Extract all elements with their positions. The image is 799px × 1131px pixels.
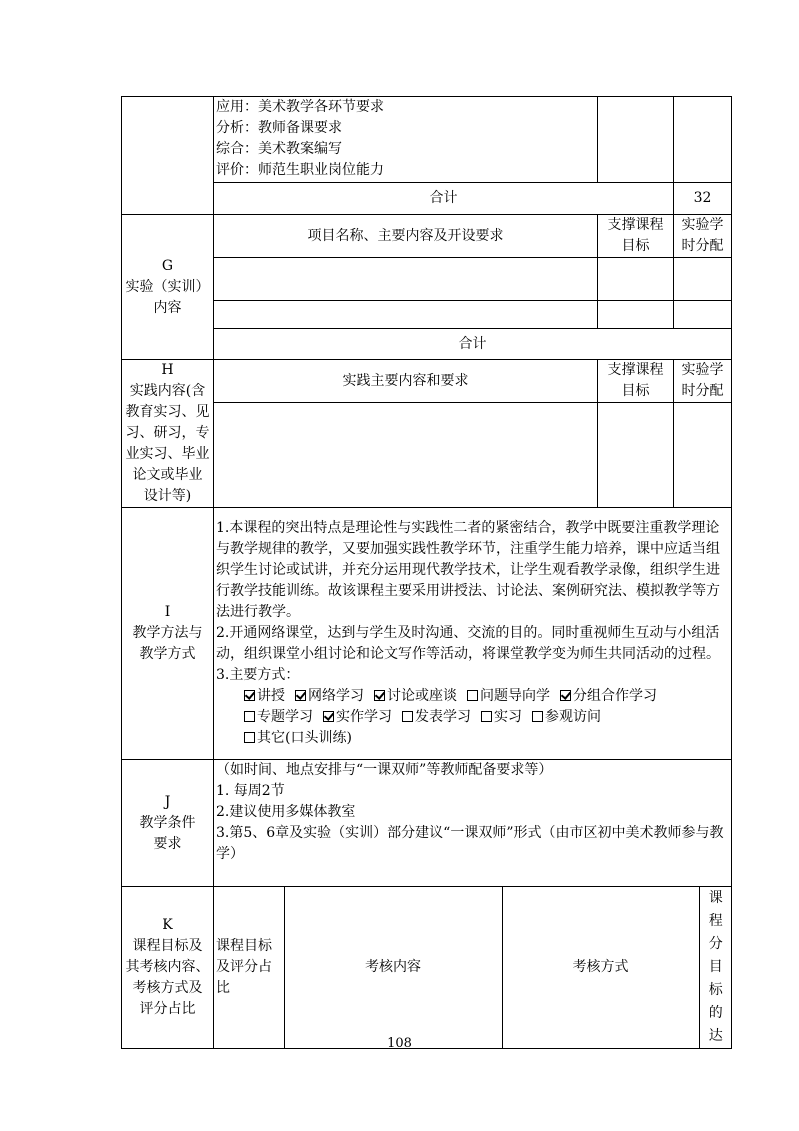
- section-h-empty-cell: [598, 403, 674, 508]
- assessment-col-method: 考核方式: [502, 887, 699, 1048]
- checkbox-checked-icon: [295, 690, 306, 701]
- section-k-label: K 课程目标及 其考核内容、 考核方式及 评分占比: [122, 887, 214, 1049]
- method-checkbox-topic[interactable]: 专题学习: [244, 707, 313, 728]
- assessment-header-table: [214, 887, 732, 1048]
- section-j-content: [214, 760, 732, 887]
- page-number: 108: [387, 1036, 412, 1051]
- section-h-header-hours: 实验学 时分配: [674, 360, 732, 403]
- objective-line: 应用：美术教学各环节要求: [216, 99, 384, 115]
- method-paragraph: 2.开通网络课堂，达到与学生及时沟通、交流的目的。同时重视师生互动与小组活动，组织课堂小组讨论和论文写作等活动，将课堂教学变为师生共同活动的过程。: [216, 625, 720, 662]
- checkbox-checked-icon: [323, 711, 334, 722]
- section-g-header-support: 支撑课程 目标: [598, 215, 674, 258]
- method-checkbox-other[interactable]: 其它(口头训练): [244, 728, 352, 749]
- objective-line: 综合：美术教案编写: [216, 141, 342, 157]
- assessment-col-achievement: 课程分目标的达: [699, 887, 732, 1048]
- checkbox-empty-icon: [532, 711, 543, 722]
- checkbox-empty-icon: [467, 690, 478, 701]
- checkbox-checked-icon: [560, 690, 571, 701]
- methods-title: 3.主要方式：: [216, 667, 300, 683]
- section-g-empty-cell: [598, 258, 674, 301]
- method-checkbox-online[interactable]: 网络学习: [295, 686, 364, 707]
- method-checkbox-practice[interactable]: 实作学习: [323, 707, 392, 728]
- objective-line: 分析：教师备课要求: [216, 120, 342, 136]
- section-g-label: G 实验（实训） 内容: [122, 215, 214, 360]
- section-h-empty-cell: [214, 403, 598, 508]
- checkbox-checked-icon: [374, 690, 385, 701]
- section-i-content: [214, 508, 732, 760]
- top-total-label: 合计: [214, 183, 674, 215]
- objective-line: 评价：师范生职业岗位能力: [216, 162, 384, 178]
- method-checkbox-visit[interactable]: 参观访问: [532, 707, 601, 728]
- method-checkbox-presentation[interactable]: 发表学习: [402, 707, 471, 728]
- method-checkbox-problem[interactable]: 问题导向学: [467, 686, 550, 707]
- method-checkbox-group[interactable]: 分组合作学习: [560, 686, 657, 707]
- section-g-header-hours: 实验学 时分配: [674, 215, 732, 258]
- top-empty-cell: [674, 97, 732, 183]
- condition-line: （如时间、地点安排与“一课双师”等教师配备要求等）: [216, 762, 553, 778]
- checkbox-checked-icon: [244, 690, 255, 701]
- top-empty-cell: [598, 97, 674, 183]
- condition-line: 2.建议使用多媒体教室: [216, 804, 356, 820]
- method-checkbox-lecture[interactable]: 讲授: [244, 686, 285, 707]
- section-h-label: H 实践内容(含 教育实习、见 习、研习，专 业实习、毕业 论文或毕业 设计等): [122, 360, 214, 508]
- checkbox-empty-icon: [402, 711, 413, 722]
- method-checkbox-discussion[interactable]: 讨论或座谈: [374, 686, 457, 707]
- method-paragraph: 1.本课程的突出特点是理论性与实践性二者的紧密结合，教学中既要注重教学理论与教学规律的教学，又要加强实践性教学环节，注重学生能力培养，课中应适当组织学生讨论或试讲，并充分运用现代教学技术，让学生观看教学录像，组织学生进行教学技能训练。故该课程主要采用讲授法、讨论法、案例研究法、模拟教学等方法进行教学。: [216, 520, 720, 620]
- section-g-empty-cell: [598, 301, 674, 329]
- section-g-header-project: 项目名称、主要内容及开设要求: [214, 215, 598, 258]
- checkbox-empty-icon: [244, 711, 255, 722]
- section-g-empty-cell: [674, 258, 732, 301]
- methods-checklist: [216, 686, 729, 749]
- section-i-label: I 教学方法与 教学方式: [122, 508, 214, 760]
- top-objectives-cell: [214, 97, 598, 183]
- section-h-empty-cell: [674, 403, 732, 508]
- section-k-content: [214, 887, 732, 1049]
- section-g-empty-cell: [214, 258, 598, 301]
- condition-line: 1. 每周2节: [216, 783, 285, 799]
- assessment-col-content: 考核内容: [284, 887, 502, 1048]
- section-g-empty-cell: [214, 301, 598, 329]
- syllabus-table: [121, 96, 732, 1049]
- section-h-header-content: 实践主要内容和要求: [214, 360, 598, 403]
- checkbox-empty-icon: [244, 732, 255, 743]
- assessment-col-objectives: 课程目标及评分占比: [214, 887, 284, 1048]
- method-checkbox-internship[interactable]: 实习: [481, 707, 522, 728]
- section-g-total-label: 合计: [214, 329, 732, 360]
- condition-line: 3.第5、6章及实验（实训）部分建议“一课双师”形式（由市区初中美术教师参与教学）: [216, 825, 724, 862]
- top-empty-label-cell: [122, 97, 214, 215]
- section-g-empty-cell: [674, 301, 732, 329]
- section-h-header-support: 支撑课程 目标: [598, 360, 674, 403]
- top-total-value: 32: [674, 183, 732, 215]
- section-j-label: J 教学条件 要求: [122, 760, 214, 887]
- checkbox-empty-icon: [481, 711, 492, 722]
